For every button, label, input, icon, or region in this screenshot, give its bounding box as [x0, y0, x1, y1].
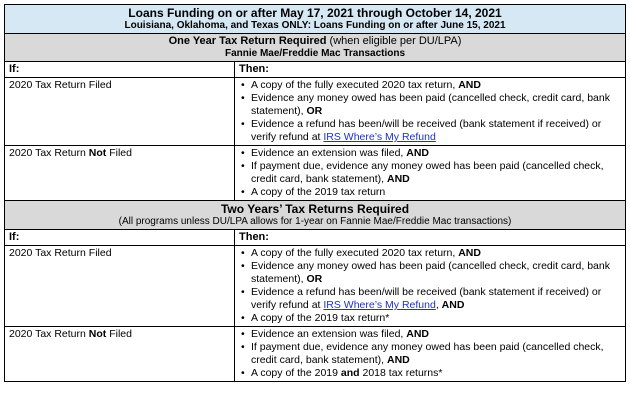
banner-cell: [5, 5, 626, 34]
section2-subheading: (All programs unless DU/LPA allows for 1-year on Fannie Mae/Freddie Mac transactions): [118, 216, 512, 227]
section1-col-then: Then:: [235, 62, 626, 78]
section1-heading: One Year Tax Return Required: [168, 35, 327, 47]
list-item: • If payment due, evidence any money owed has been paid (cancelled check, credit card, bank statement), AND: [251, 341, 621, 367]
section2-row2-requirements: [235, 327, 626, 382]
section2-row1-condition: 2020 Tax Return Filed: [5, 246, 235, 327]
section1-heading-note: (when eligible per DU/LPA): [326, 35, 462, 47]
list-item: • Evidence an extension was filed, AND: [251, 328, 621, 341]
list-item: • If payment due, evidence any money owed has been paid (cancelled check, credit card, bank statement), AND: [251, 160, 621, 186]
section2-heading-cell: [5, 201, 626, 230]
section2-column-headers: [5, 230, 626, 246]
section1-row2-requirements: [235, 146, 626, 201]
banner-subtitle: Louisiana, Oklahoma, and Texas ONLY: Loans Funding on or after June 15, 2021: [124, 20, 506, 31]
section1-row1-requirements: [235, 78, 626, 146]
section1-heading-row: [5, 34, 626, 62]
section1-heading-cell: [5, 34, 626, 62]
list-item: • A copy of the fully executed 2020 tax return, AND: [251, 247, 621, 260]
list-item: • Evidence any money owed has been paid (cancelled check, credit card, bank statement), OR: [251, 260, 621, 286]
section2-col-then: Then:: [235, 230, 626, 246]
section1-row1-condition: 2020 Tax Return Filed: [5, 78, 235, 146]
list-item: • A copy of the 2019 tax return*: [251, 312, 621, 325]
irs-refund-link[interactable]: IRS Where’s My Refund: [323, 299, 436, 311]
list-item: • Evidence a refund has been/will be received (bank statement if received) or verify refund at IRS Where’s My Refund: [251, 118, 621, 144]
section1-row2-condition: 2020 Tax Return Not Filed: [5, 146, 235, 201]
list-item: • A copy of the 2019 and 2018 tax returns*: [251, 367, 621, 380]
list-item: • Evidence a refund has been/will be received (bank statement if received) or verify refund at IRS Where’s My Refund, AND: [251, 286, 621, 312]
list-item: • A copy of the fully executed 2020 tax return, AND: [251, 79, 621, 92]
list-item: • A copy of the 2019 tax return: [251, 186, 621, 199]
banner-row: [5, 5, 626, 34]
section2-col-if: If:: [5, 230, 235, 246]
section2-heading-row: [5, 201, 626, 230]
list-item: • Evidence an extension was filed, AND: [251, 147, 621, 160]
tax-return-requirements-table: [4, 4, 626, 382]
document-table-wrapper: [4, 4, 626, 382]
section2-heading: Two Years’ Tax Returns Required: [220, 202, 410, 216]
section1-column-headers: [5, 62, 626, 78]
table-row: [5, 327, 626, 382]
section2-row1-requirements: [235, 246, 626, 327]
section1-col-if: If:: [5, 62, 235, 78]
list-item: • Evidence any money owed has been paid (cancelled check, credit card, bank statement), OR: [251, 92, 621, 118]
table-row: [5, 246, 626, 327]
section1-subheading: Fannie Mae/Freddie Mac Transactions: [224, 48, 406, 59]
section2-row2-condition: 2020 Tax Return Not Filed: [5, 327, 235, 382]
irs-refund-link[interactable]: IRS Where’s My Refund: [323, 131, 436, 143]
table-row: [5, 146, 626, 201]
banner-title: Loans Funding on or after May 17, 2021 through October 14, 2021: [128, 6, 502, 20]
table-row: [5, 78, 626, 146]
